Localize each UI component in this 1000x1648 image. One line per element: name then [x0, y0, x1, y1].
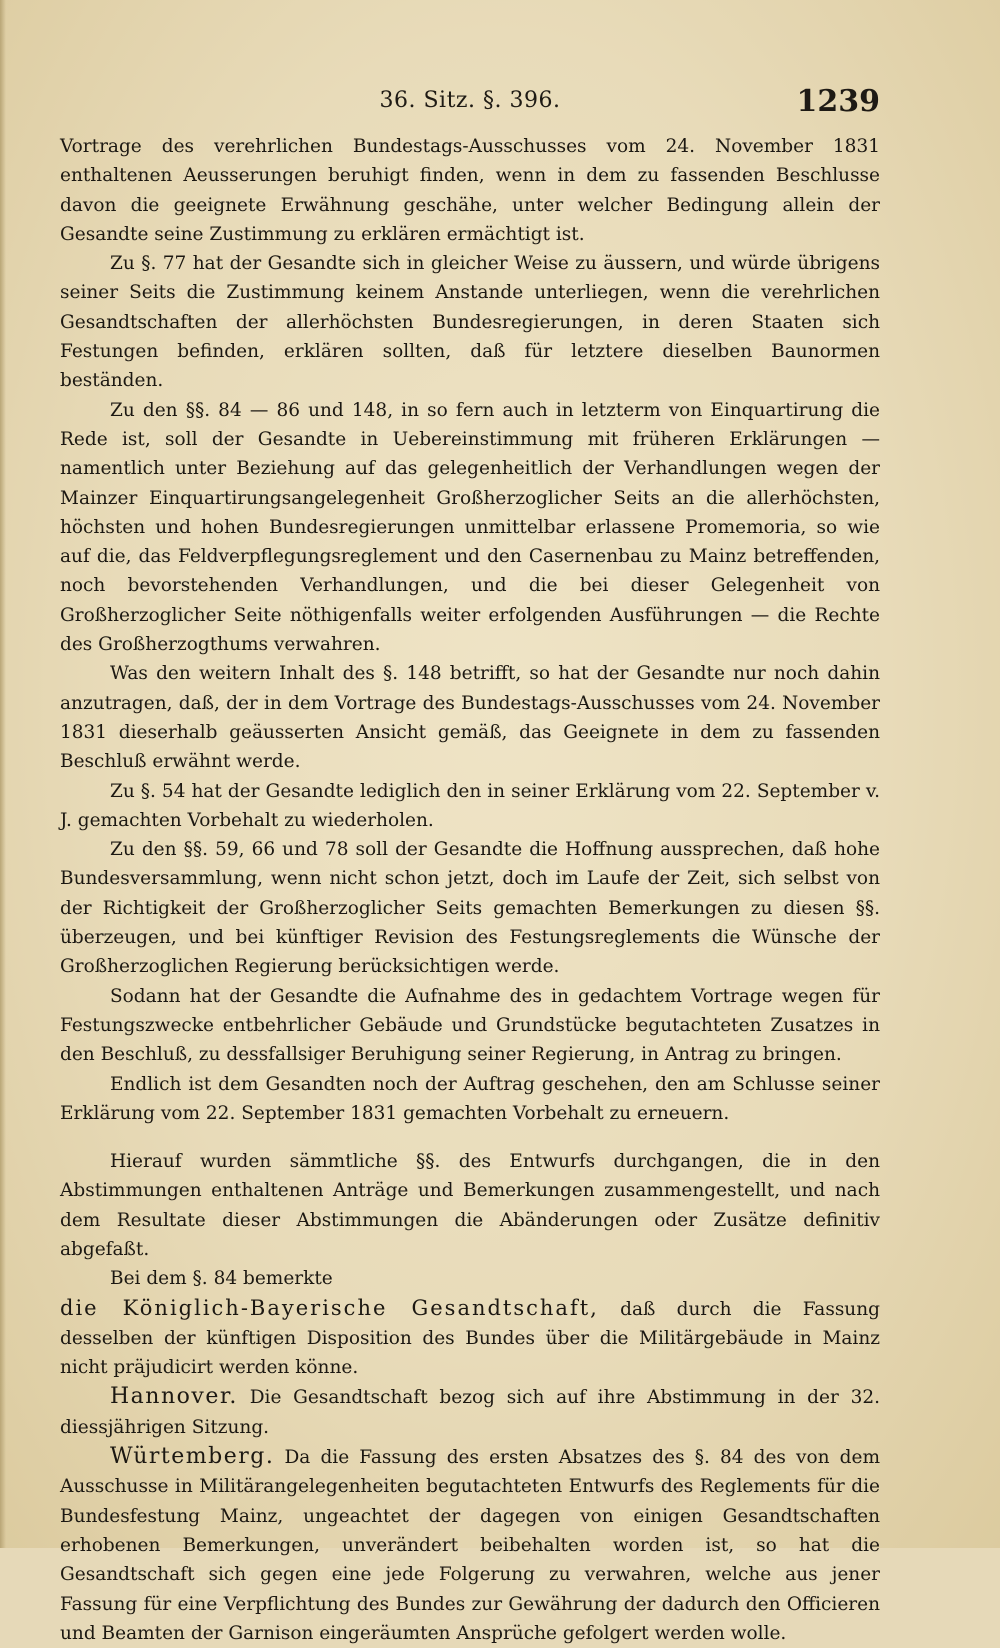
- paragraph-continuation: Vortrage des verehrlichen Bundestags-Ausschusses vom 24. November 1831 enthaltenen Aeusserungen beruhigt finden, wenn in dem zu fassenden Beschlusse davon die geeignete Erwähnung geschähe, unter welcher Bedingung allein der Gesandte seine Zustimmung zu erklären ermächtigt ist.: [60, 136, 880, 245]
- section-gap: [60, 1128, 880, 1147]
- declaration-wuertemberg: [60, 1442, 880, 1648]
- declaration-lead-wuertemberg: Würtemberg.: [110, 1444, 275, 1470]
- declaration-hannover: [60, 1382, 880, 1442]
- declaration-bayern: [60, 1294, 880, 1383]
- paragraph-endlich: Endlich ist dem Gesandten noch der Auftrag geschehen, den am Schlusse seiner Erklärung vom 22. September 1831 gemachten Vorbehalt zu erneuern.: [60, 1073, 880, 1124]
- page-edge-shadow: [0, 0, 6, 1548]
- page-body: [60, 132, 880, 1648]
- declaration-text-hannover: Die Gesandtschaft bezog sich auf ihre Abstimmung in der 32. diessjährigen Sitzung.: [60, 1387, 880, 1438]
- page-header: [60, 84, 880, 122]
- running-head: 36. Sitz. §. 396.: [379, 88, 561, 113]
- declaration-lead-hannover: Hannover.: [110, 1384, 238, 1410]
- paragraph-sodann: Sodann hat der Gesandte die Aufnahme des in gedachtem Vortrage wegen für Festungszwecke entbehrlicher Gebäude und Grundstücke begutachteten Zusatzes in den Beschluß, zu dessfallsiger Beruhigung seiner Regierung, in Antrag zu bringen.: [60, 985, 880, 1066]
- paragraph-section-54: Zu §. 54 hat der Gesandte lediglich den in seiner Erklärung vom 22. September v. J. gemachten Vorbehalt zu wiederholen.: [60, 780, 880, 831]
- paragraph-section-59-66-78: Zu den §§. 59, 66 und 78 soll der Gesandte die Hoffnung aussprechen, daß hohe Bundesversammlung, wenn nicht schon jetzt, doch im Laufe der Zeit, sich selbst von der Richtigkeit der Großherzoglicher Seits gemachten Bemerkungen zu diesen §§. überzeugen, und bei künftiger Revision des Festungsreglements die Wünsche der Großherzoglichen Regierung berücksichtigen werde.: [60, 839, 880, 978]
- page-number: 1239: [796, 84, 880, 119]
- declaration-lead-bayern: die Königlich-Bayerische Gesandtschaft,: [60, 1295, 599, 1320]
- paragraph-bei-dem: Bei dem §. 84 bemerkte: [110, 1268, 333, 1290]
- paragraph-section-84-86-148: Zu den §§. 84 — 86 und 148, in so fern auch in letzterm von Einquartirung die Rede ist, soll der Gesandte in Uebereinstimmung mit früheren Erklärungen — namentlich unter Beziehung auf das gelegenheitlich der Verhandlungen wegen der Mainzer Einquartirungsangelegenheit Großherzoglicher Seits an die allerhöchsten, höchsten und hohen Bundesregierungen unmittelbar erlassene Promemoria, so wie auf die, das Feldverpflegungsreglement und den Casernenbau zu Mainz betreffenden, noch bevorstehenden Verhandlungen, und die bei dieser Gelegenheit von Großherzoglicher Seite nöthigenfalls weiter erfolgenden Ausführungen — die Rechte des Großherzogthums verwahren.: [60, 399, 880, 656]
- paragraph-section-77: Zu §. 77 hat der Gesandte sich in gleicher Weise zu äussern, und würde übrigens seiner Seits die Zustimmung keinem Anstande unterliegen, wenn die verehrlichen Gesandtschaften der allerhöchsten Bundesregierungen, in deren Staaten sich Festungen befinden, erklären sollten, daß für letztere dieselben Baunormen beständen.: [60, 253, 880, 392]
- paragraph-hierauf: Hierauf wurden sämmtliche §§. des Entwurfs durchgangen, die in den Abstimmungen enthaltenen Anträge und Bemerkungen zusammengestellt, und nach dem Resultate dieser Abstimmungen die Abänderungen oder Zusätze definitiv abgefaßt.: [60, 1151, 880, 1260]
- declaration-text-bayern: daß durch die Fassung desselben der künftigen Disposition des Bundes über die Militärgebäude in Mainz nicht präjudicirt werden könne.: [60, 1298, 880, 1379]
- paragraph-section-148-content: Was den weitern Inhalt des §. 148 betrifft, so hat der Gesandte nur noch dahin anzutragen, daß, der in dem Vortrage des Bundestags-Ausschusses vom 24. November 1831 dieserhalb geäusserten Ansicht gemäß, das Geeignete in dem zu fassenden Beschluß erwähnt werde.: [60, 663, 880, 773]
- declaration-text-wuertemberg: Da die Fassung des ersten Absatzes des §. 84 des von dem Ausschusse in Militärangelegenheiten begutachteten Entwurfs des Reglements für die Bundesfestung Mainz, ungeachtet der dagegen von einigen Gesandtschaften erhobenen Bemerkungen, unverändert beibehalten worden ist, so hat die Gesandtschaft sich gegen eine jede Folgerung zu verwahren, welche aus jener Fassung für eine Verpflichtung des Bundes zur Gewährung der dadurch den Officieren und Beamten der Garnison eingeräumten Ansprüche gefolgert werden wolle.: [60, 1447, 880, 1644]
